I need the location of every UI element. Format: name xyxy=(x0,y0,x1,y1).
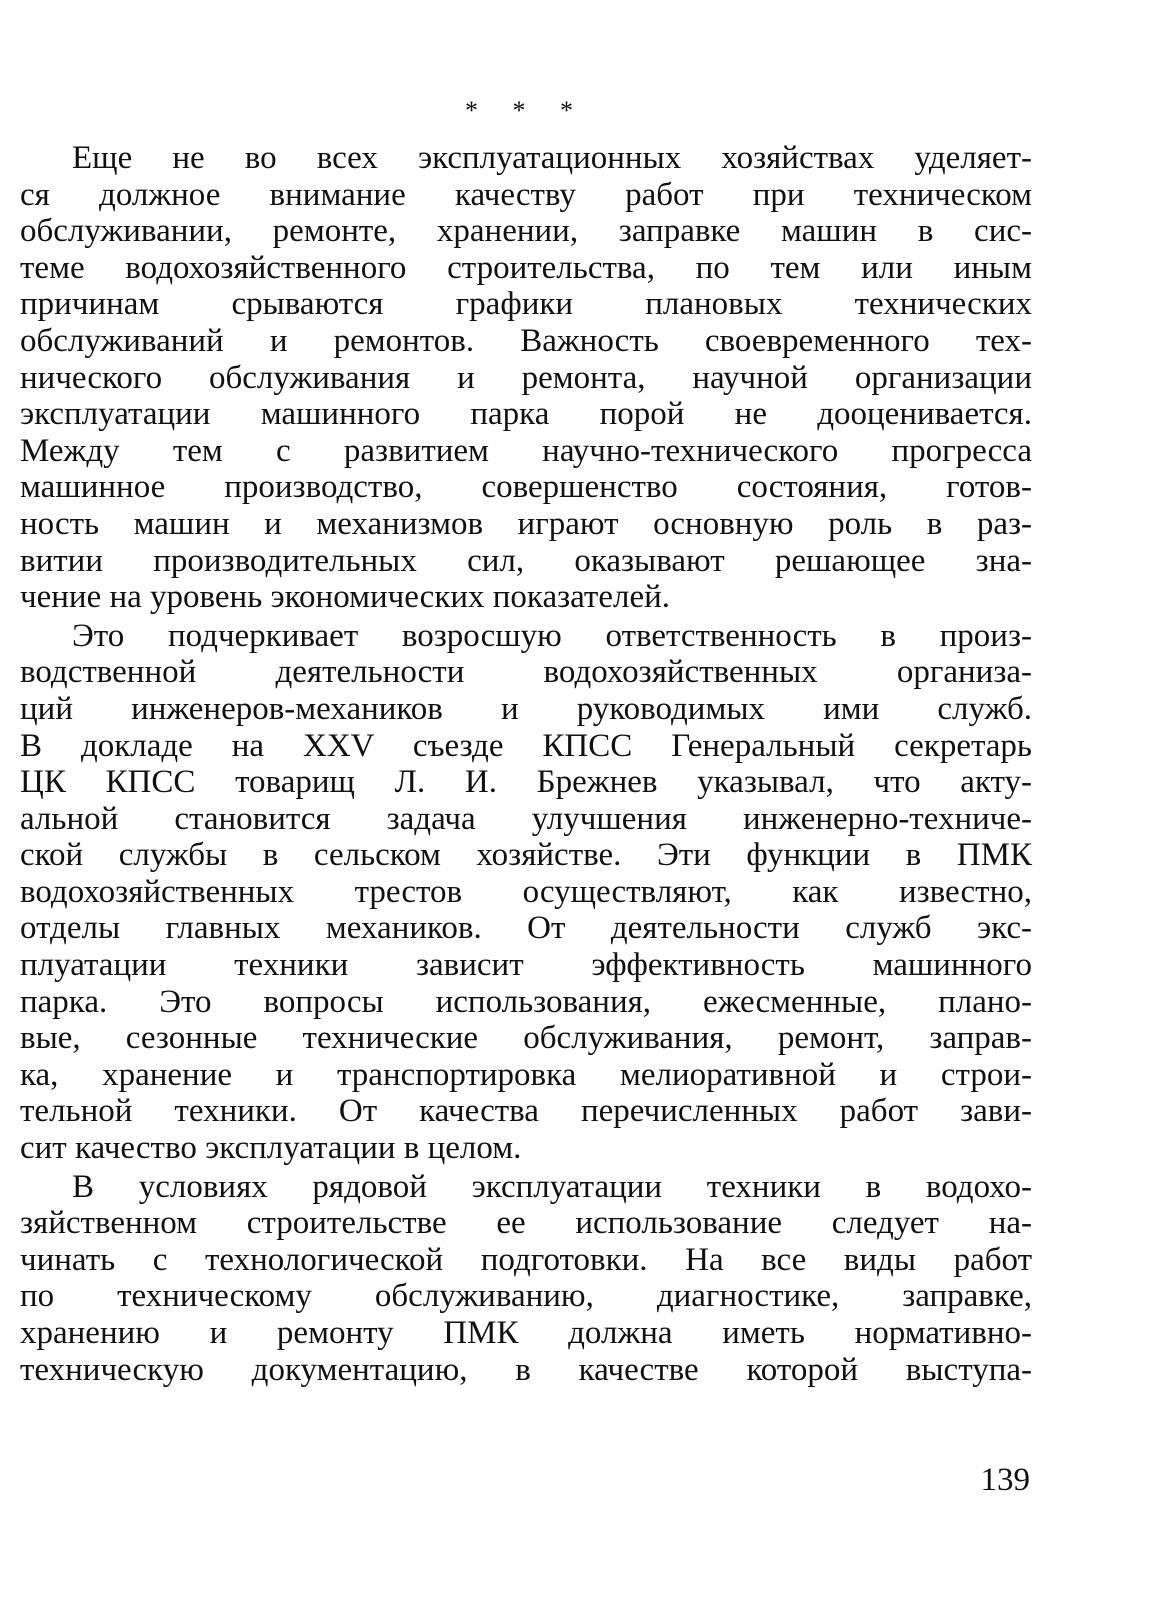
text-line: чинать с технологической подготовки. На все виды работ xyxy=(20,1241,1032,1278)
text-line: эксплуатации машинного парка порой не дооценивается. xyxy=(20,396,1032,433)
text-line: альной становится задача улучшения инженерно-техниче- xyxy=(20,800,1032,837)
text-line: ской службы в сельском хозяйстве. Эти функции в ПМК xyxy=(20,837,1032,874)
text-line: водственной деятельности водохозяйственных организа- xyxy=(20,654,1032,691)
text-line: теме водохозяйственного строительства, по тем или иным xyxy=(20,249,1032,286)
text-line: тельной техники. От качества перечисленных работ зави- xyxy=(20,1093,1032,1130)
text-line: чение на уровень экономических показателей. xyxy=(20,579,671,616)
text-line: Между тем с развитием научно-технического прогресса xyxy=(20,432,1032,469)
text-line: вые, сезонные технические обслуживания, ремонт, заправ- xyxy=(20,1020,1032,1057)
text-line: обслуживании, ремонте, хранении, заправке машин в сис- xyxy=(20,213,1032,250)
text-line: Еще не во всех эксплуатационных хозяйствах уделяет- xyxy=(72,140,1032,176)
section-separator: * * * xyxy=(465,96,587,125)
page-number: 139 xyxy=(980,1462,1030,1498)
text-line: ка, хранение и транспортировка мелиоративной и строи- xyxy=(20,1056,1032,1093)
text-line: причинам срываются графики плановых технических xyxy=(20,286,1032,323)
text-line: обслуживаний и ремонтов. Важность своевременного тех- xyxy=(20,322,1032,359)
text-line: сит качество эксплуатации в целом. xyxy=(20,1130,522,1167)
text-line: В условиях рядовой эксплуатации техники в водохо- xyxy=(72,1168,1032,1205)
text-line: отделы главных механиков. От деятельности служб экс- xyxy=(20,910,1032,947)
text-line: машинное производство, совершенство состояния, готов- xyxy=(20,469,1032,506)
text-line: нического обслуживания и ремонта, научной организации xyxy=(20,359,1032,396)
text-line: ность машин и механизмов играют основную роль в раз- xyxy=(20,505,1032,542)
text-line: плуатации техники зависит эффективность машинного xyxy=(20,947,1032,984)
text-line: хранению и ремонту ПМК должна иметь нормативно- xyxy=(20,1315,1032,1351)
text-line: ся должное внимание качеству работ при техническом xyxy=(20,176,1032,213)
paragraph-2 xyxy=(20,618,1032,1167)
text-line: техническую документацию, в качестве которой выступа- xyxy=(20,1351,1032,1388)
text-line: парка. Это вопросы использования, ежесменные, плано- xyxy=(20,983,1032,1020)
text-line: зяйственном строительстве ее использование следует на- xyxy=(20,1205,1032,1242)
text-line: Это подчеркивает возросшую ответственность в произ- xyxy=(72,617,1032,654)
text-line: по техническому обслуживанию, диагностике, заправке, xyxy=(20,1278,1032,1315)
text-line: витии производительных сил, оказывают решающее зна- xyxy=(20,542,1032,579)
body-text xyxy=(20,140,1032,1388)
text-line: В докладе на XXV съезде КПСС Генеральный секретарь xyxy=(20,727,1032,764)
paragraph-3 xyxy=(20,1169,1032,1389)
text-line: ций инженеров-механиков и руководимых ими служб. xyxy=(20,690,1032,727)
text-line: ЦК КПСС товарищ Л. И. Брежнев указывал, что акту- xyxy=(20,764,1032,801)
paragraph-1 xyxy=(20,140,1032,616)
book-page xyxy=(20,0,1032,1600)
text-line: водохозяйственных трестов осуществляют, как известно, xyxy=(20,873,1032,910)
